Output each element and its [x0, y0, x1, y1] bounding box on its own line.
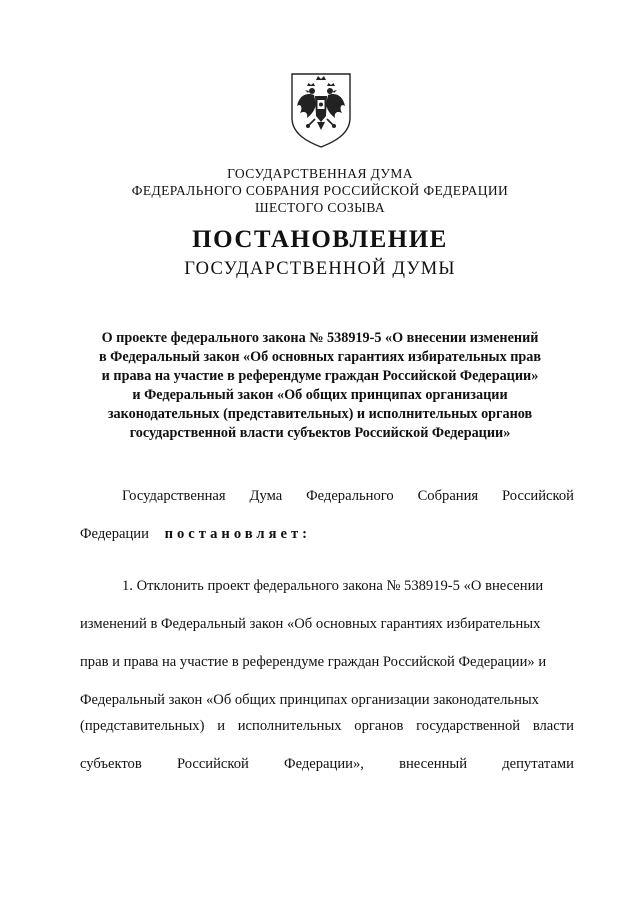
preamble-word: Дума — [249, 488, 283, 504]
document-subtitle: ГОСУДАРСТВЕННОЙ ДУМЫ — [184, 259, 456, 279]
preamble-word: Российской — [502, 488, 574, 504]
subject-line-1: О проекте федерального закона № 538919-5 «О внесении изменений — [101, 330, 539, 346]
clause1-word: внесенный — [399, 756, 468, 772]
clause1-line-2: изменений в Федеральный закон «Об основных гарантиях избирательных — [80, 616, 541, 632]
preamble-word: Федерального — [306, 488, 394, 504]
clause1-word: (представительных) — [80, 718, 205, 734]
preamble-word: Государственная — [122, 488, 226, 504]
clause1-word: субъектов — [80, 756, 142, 772]
clause1-word: Федерации», — [284, 756, 364, 772]
clause1-line-3: прав и права на участие в референдуме граждан Российской Федерации» и — [80, 654, 547, 670]
preamble-line-1 — [122, 488, 574, 505]
clause1-word: депутатами — [502, 756, 574, 772]
clause1-word: исполнительных — [237, 718, 342, 734]
clause1-line-5 — [80, 718, 574, 735]
preamble-line-2 — [80, 526, 311, 543]
org-name-line-2: ФЕДЕРАЛЬНОГО СОБРАНИЯ РОССИЙСКОЙ ФЕДЕРАЦИИ — [131, 183, 509, 198]
subject-line-2: в Федеральный закон «Об основных гарантиях избирательных прав — [98, 349, 542, 365]
subject-line-5: законодательных (представительных) и исполнительных органов — [107, 406, 533, 422]
clause1-word: и — [217, 718, 225, 734]
subject-line-4: и Федеральный закон «Об общих принципах организации — [132, 387, 508, 403]
resolves-word: постановляет: — [164, 526, 312, 542]
clause1-word: Российской — [176, 756, 249, 772]
clause1-word: власти — [532, 718, 574, 734]
clause1-line-6 — [80, 756, 574, 773]
convocation-line: ШЕСТОГО СОЗЫВА — [254, 200, 386, 215]
subject-line-3: и права на участие в референдуме граждан Российской Федерации» — [101, 368, 539, 384]
clause1-word: органов — [354, 718, 404, 734]
subject-line-6: государственной власти субъектов Российской Федерации» — [129, 425, 511, 441]
preamble-word: Собрания — [417, 488, 479, 504]
state-emblem-icon — [288, 70, 354, 150]
clause1-word: государственной — [416, 718, 521, 734]
clause1-line-1: 1. Отклонить проект федерального закона № 538919-5 «О внесении — [122, 578, 544, 594]
clause1-line-4: Федеральный закон «Об общих принципах организации законодательных — [80, 692, 539, 708]
preamble-federation-text: Федерации — [80, 526, 149, 542]
org-name-line-1: ГОСУДАРСТВЕННАЯ ДУМА — [227, 166, 413, 181]
document-title: ПОСТАНОВЛЕНИЕ — [192, 226, 448, 253]
